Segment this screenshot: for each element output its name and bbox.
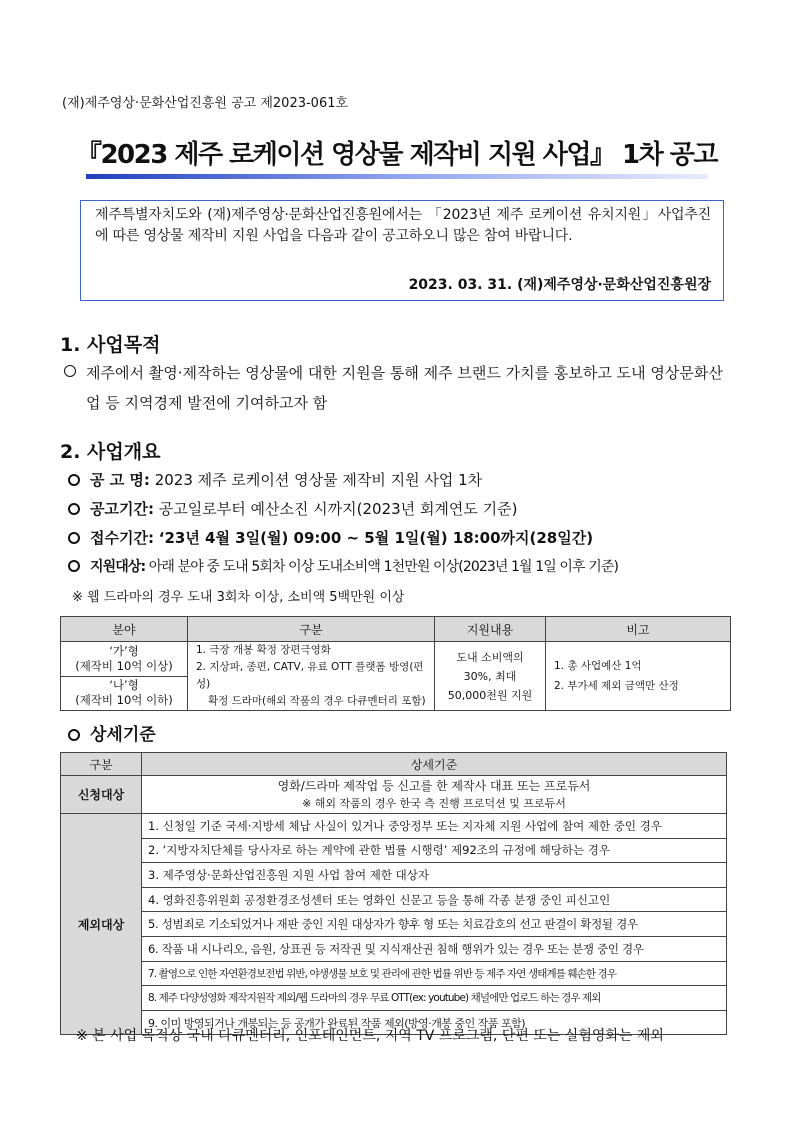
circle-bullet-icon [64,358,86,384]
type-b-cell: ‘나’형 (제작비 10억 이하) [61,676,188,711]
detail-col-header-criteria: 상세기준 [142,753,727,776]
detail-col-header-type: 구분 [61,753,142,776]
circle-bullet-icon [68,560,80,572]
web-drama-note: ※ 웹 드라마의 경우 도내 3회차 이상, 소비액 5백만원 이상 [72,590,405,605]
intro-box [80,200,724,301]
section1-heading: 1. 사업목적 [60,334,161,356]
excluded-item: 1. 신청일 기준 국세·지방세 체납 사실이 있거나 중앙정부 또는 지자체 지원 사업에 참여 제한 중인 경우 [142,814,727,839]
type-a-cell: ‘가’형 (제작비 10억 이상) [61,642,188,677]
circle-bullet-icon [68,503,80,515]
remark-cell: 1. 총 사업예산 1억 2. 부가세 제외 금액만 산정 [546,642,731,711]
section1-bullet-text: 제주에서 촬영·제작하는 영상물에 대한 지원을 통해 제주 브랜드 가치를 홍보하고 도내 영상문화산업 등 지역경제 발전에 기여하고자 함 [86,364,723,412]
title-underline [86,174,708,179]
excluded-item: 9. 이미 방영되거나 개봉되는 등 공개가 완료된 작품 제외(방영·개봉 중인 작품 포함) [142,1010,727,1035]
support-table [60,616,731,711]
detail-heading: 상세기준 [68,720,156,745]
overview-item-name: 공 고 명: 2023 제주 로케이션 영상물 제작비 지원 사업 1차 [68,469,482,490]
detail-table [60,752,727,1035]
excluded-label: 제외대상 [61,814,142,1035]
excluded-item: 5. 성범죄로 기소되었거나 재판 중인 지원 대상자가 향후 형 또는 치료감호의 선고 판결이 확정될 경우 [142,912,727,937]
intro-text: 제주특별자치도와 (재)제주영상·문화산업진흥원에서는 「2023년 제주 로케이션 유치지원」사업추진에 따른 영상물 제작비 지원 사업을 다음과 같이 공고하오니 많은 참여 바랍니다. [95,207,711,244]
excluded-item: 3. 제주영상·문화산업진흥원 지원 사업 참여 제한 대상자 [142,863,727,888]
excluded-item: 6. 작품 내 시나리오, 음원, 상표권 등 저작권 및 지식재산권 침해 행위가 있는 경우 또는 분쟁 중인 경우 [142,936,727,961]
notice-number: (재)제주영상·문화산업진흥원 공고 제2023-061호 [62,96,349,111]
excluded-item: 8. 제주 다양성영화 제작지원작 제외/웹 드라마의 경우 무료 OTT(ex: youtube) 채널에만 업로드 하는 경우 제외 [142,986,727,1011]
excluded-item: 2. ‘지방자치단체를 당사자로 하는 계약에 관한 법률 시행령’ 제92조의 규정에 해당하는 경우 [142,838,727,863]
category-cell: 1. 극장 개봉 확정 장편극영화 2. 지상파, 종편, CATV, 유료 OTT 플랫폼 방영(편성) 확정 드라마(해외 작품의 경우 다큐멘터리 포함) [188,642,435,711]
circle-bullet-icon [68,729,80,741]
footer-note: ※ 본 사업 목적상 국내 다큐멘터리, 인포테인먼트, 지역 TV 프로그램, 단편 또는 실험영화는 제외 [76,1028,664,1044]
circle-bullet-icon [68,474,80,486]
overview-item-period: 공고기간: 공고일로부터 예산소진 시까지(2023년 회계연도 기준) [68,498,518,519]
excluded-item: 7. 촬영으로 인한 자연환경보전법 위반, 야생생물 보호 및 관리에 관한 법률 위반 등 제주 자연 생태계를 훼손한 경우 [142,961,727,986]
section1-bullet [64,358,732,418]
section2-heading: 2. 사업개요 [60,441,161,463]
overview-item-target: 지원대상: 아래 분야 중 도내 5회차 이상 도내소비액 1천만원 이상(2023년 1월 1일 이후 기준) [68,556,618,576]
col-header-remark: 비고 [546,617,731,642]
excluded-item: 4. 영화진흥위원회 공정환경조성센터 또는 영화인 신문고 등을 통해 각종 분쟁 중인 피신고인 [142,887,727,912]
overview-item-reception: 접수기간: ‘23년 4월 3일(월) 09:00 ~ 5월 1일(월) 18:00까지(28일간) [68,527,593,548]
circle-bullet-icon [68,532,80,544]
col-header-field: 분야 [61,617,188,642]
col-header-support: 지원내용 [435,617,546,642]
support-cell: 도내 소비액의 30%, 최대 50,000천원 지원 [435,642,546,711]
intro-signature: 2023. 03. 31. (재)제주영상·문화산업진흥원장 [408,277,711,293]
applicant-criteria: 영화/드라마 제작업 등 신고를 한 제작사 대표 또는 프로듀서 ※ 해외 작품의 경우 한국 측 진행 프로덕션 및 프로듀서 [142,776,727,814]
page-title: 『2023 제주 로케이션 영상물 제작비 지원 사업』 1차 공고 [75,140,718,170]
col-header-category: 구분 [188,617,435,642]
applicant-label: 신청대상 [61,776,142,814]
